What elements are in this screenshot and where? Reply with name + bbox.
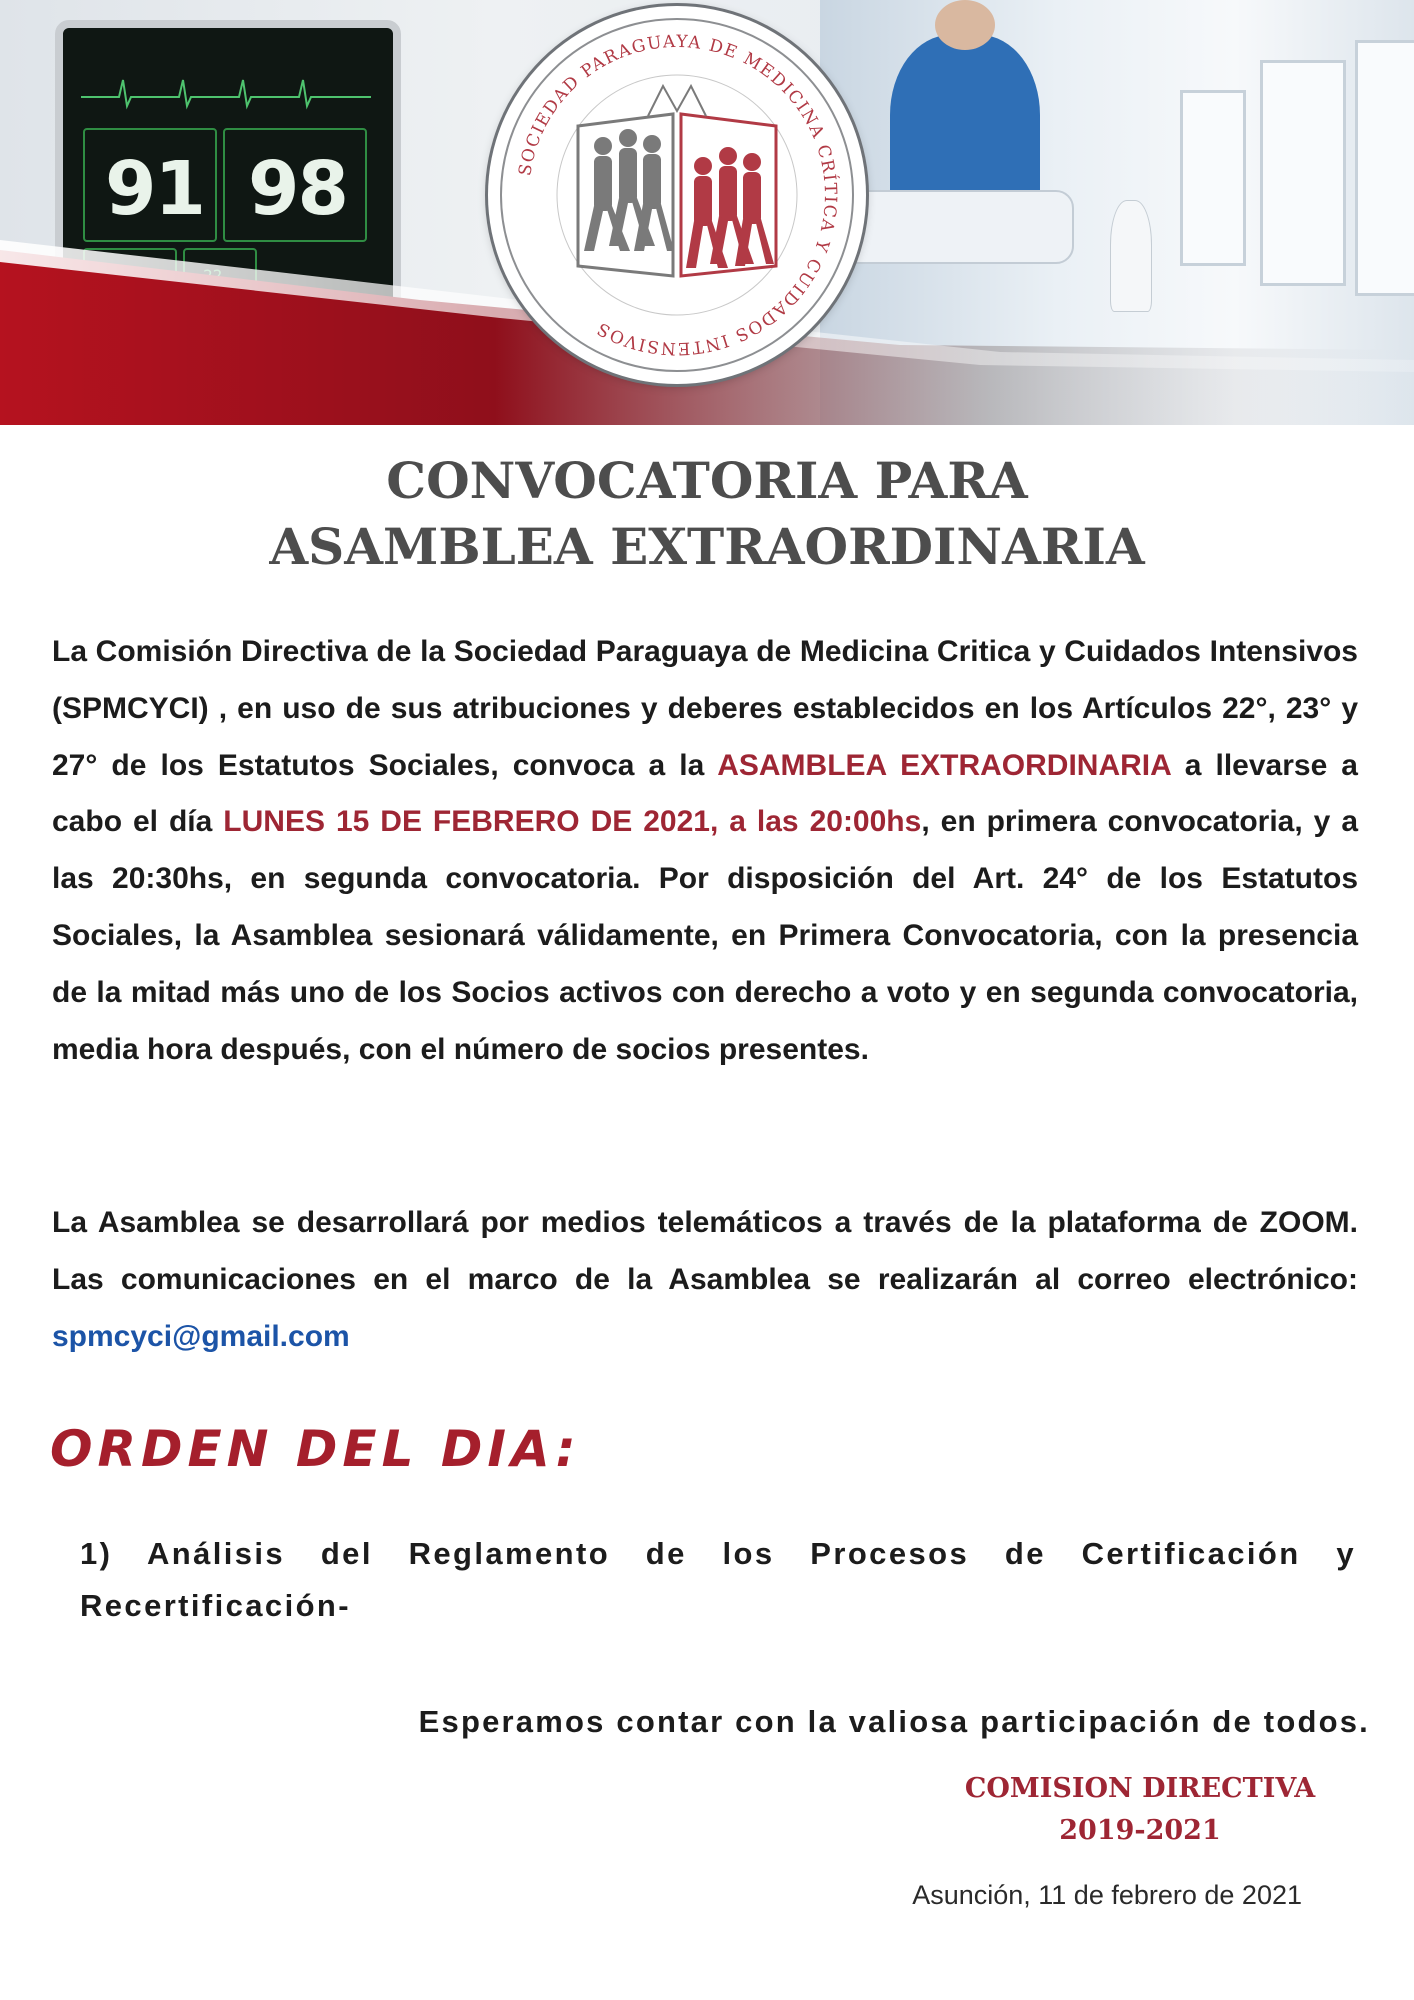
red-figures <box>686 147 774 268</box>
grey-figures <box>584 129 674 251</box>
convocation-paragraph <box>52 624 1358 1078</box>
highlight-assembly: ASAMBLEA EXTRAORDINARIA <box>717 748 1171 782</box>
title-line-1: CONVOCATORIA PARA <box>386 451 1028 510</box>
paragraph-text: a llevarse a cabo el día <box>52 748 1358 839</box>
agenda-item: 1) Análisis del Reglamento de los Procesos de Certificación y Recertificación- <box>80 1536 1356 1623</box>
spmcyci-logo <box>488 6 866 384</box>
logo-ring-text: SOCIEDAD PARAGUAYA DE MEDICINA CRÍTICA Y CUIDADOS INTENSIVOS <box>515 31 841 359</box>
signature-line-2: 2019-2021 <box>1059 1815 1221 1846</box>
page-title <box>0 448 1414 580</box>
monitor-value-left: 91 <box>105 146 204 232</box>
highlight-date-time: LUNES 15 DE FEBRERO DE 2021, a las 20:00hs <box>223 805 922 839</box>
monitor-value-right: 98 <box>248 146 347 232</box>
logo-emblem <box>488 6 866 384</box>
document-date: Asunción, 11 de febrero de 2021 <box>912 1880 1302 1910</box>
signature-block <box>880 1768 1400 1852</box>
signature-line-1: COMISION DIRECTIVA <box>964 1773 1316 1804</box>
closing-text: Esperamos contar con la valiosa participación de todos. <box>418 1704 1370 1739</box>
agenda-heading: ORDEN DEL DIA: <box>50 1420 581 1478</box>
paragraph-text: La Asamblea se desarrollará por medios telemáticos a través de la plataforma de ZOOM. Las comunicaciones en el marco de la Asamblea se realizarán al correo electrónico: <box>52 1206 1358 1296</box>
header-banner <box>0 0 1414 425</box>
paragraph-text: , en primera convocatoria, y a las 20:30hs, en segunda convocatoria. Por disposición del Art. 24° de los Estatutos Sociales, la Asamblea sesionará válidamente, en Primera Convocatoria, con la presencia de la mitad más uno de los Socios activos con derecho a voto y en segunda convocatoria, media hora después, con el número de socios presentes. <box>52 805 1358 1066</box>
paragraph-text: La Comisión Directiva de la Sociedad Paraguaya de Medicina Critica y Cuidados Intensivos (SPMCYCI) , en uso de sus atribuciones y deberes establecidos en los Artículos 22°, 23° y 27° de los Estatutos Sociales, convoca a la <box>52 635 1358 782</box>
telematic-paragraph <box>52 1195 1358 1365</box>
title-line-2: ASAMBLEA EXTRAORDINARIA <box>269 517 1145 576</box>
email-link[interactable]: spmcyci@gmail.com <box>52 1319 350 1353</box>
